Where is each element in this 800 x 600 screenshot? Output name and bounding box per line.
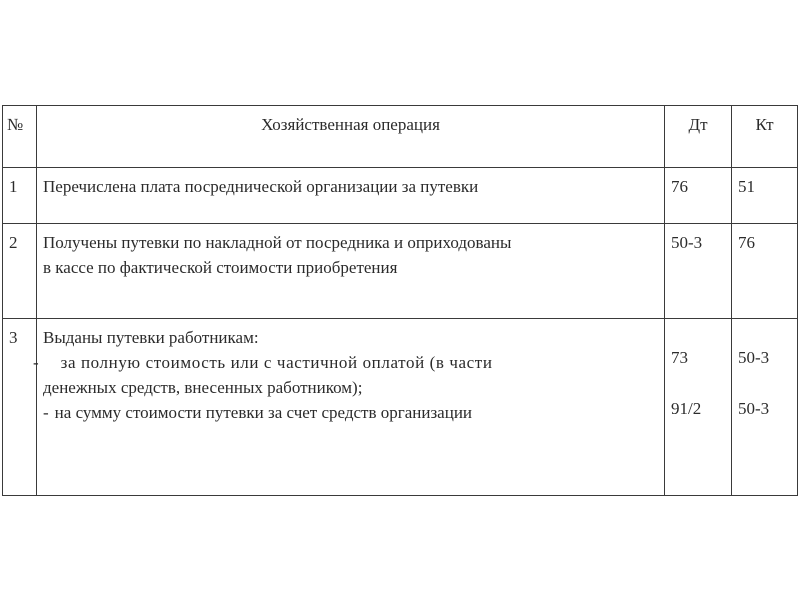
operation-cell (33, 319, 665, 496)
credit-cell: 76 (732, 224, 798, 319)
operation-cell: Перечислена плата посреднической организации за путевки (37, 168, 665, 224)
operation-title: Выданы путевки работникам: (43, 328, 259, 347)
table-row (3, 224, 798, 319)
operation-line: Получены путевки по накладной от посредника и оприходованы (43, 233, 512, 252)
row-number: 3 (3, 319, 37, 496)
ledger-table (2, 105, 798, 496)
item-text-line: на сумму стоимости путевки за счет средств организации (54, 403, 473, 422)
credit-cell: 51 (732, 168, 798, 224)
debit-stack (671, 345, 725, 421)
item-text-line: за полную стоимость или с частичной оплатой (в части (60, 353, 493, 372)
operation-item (33, 350, 658, 375)
debit-cell: 76 (665, 168, 732, 224)
table-row (3, 168, 798, 224)
header-credit: Кт (732, 106, 798, 168)
operation-item (43, 400, 658, 425)
operation-line: в кассе по фактической стоимости приобретения (43, 258, 398, 277)
header-debit: Дт (665, 106, 732, 168)
credit-value: 50-3 (738, 399, 770, 418)
table-row (3, 319, 798, 496)
credit-cell (732, 319, 798, 496)
credit-value: 50-3 (738, 348, 770, 367)
row-number: 1 (3, 168, 37, 224)
header-operation: Хозяйственная операция (37, 106, 665, 168)
dash-marker: - (43, 403, 49, 422)
debit-value: 91/2 (671, 399, 702, 418)
dash-marker: - (33, 353, 39, 372)
credit-stack (738, 345, 791, 421)
header-num: № (3, 106, 37, 168)
table-header-row (3, 106, 798, 168)
item-text-line: денежных средств, внесенных работником); (43, 378, 363, 397)
debit-value: 73 (671, 348, 688, 367)
row-number: 2 (3, 224, 37, 319)
debit-cell: 50-3 (665, 224, 732, 319)
operation-cell (37, 224, 665, 319)
debit-cell (665, 319, 732, 496)
